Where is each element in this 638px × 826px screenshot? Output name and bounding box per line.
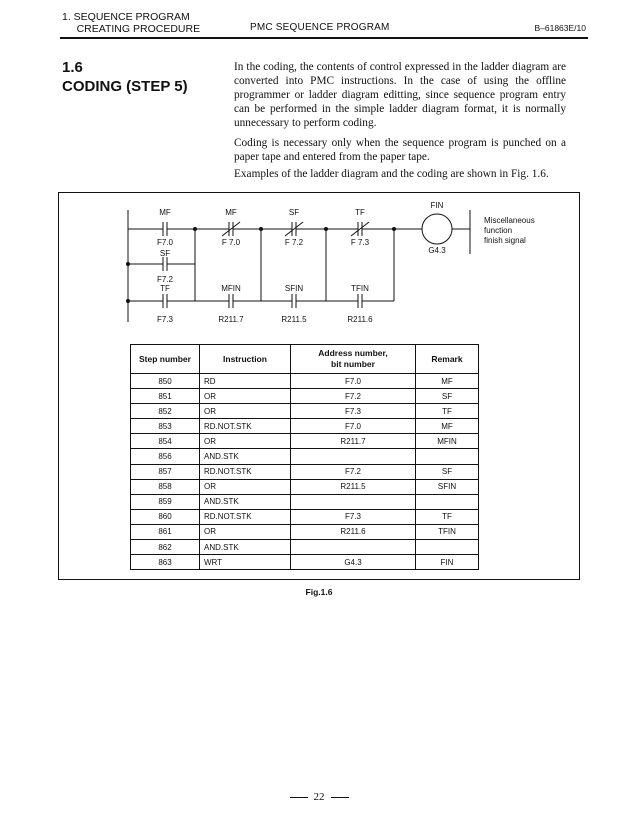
table-row [131, 434, 479, 449]
table-cell: OR [200, 479, 291, 494]
paragraph: Coding is necessary only when the sequence program is punched on a paper tape and entered from the paper tape. [234, 137, 566, 163]
table-cell: F7.2 [291, 389, 416, 404]
table-cell: 856 [131, 449, 200, 464]
header-rule [60, 37, 588, 39]
table-cell: WRT [200, 555, 291, 570]
table-row [131, 479, 479, 494]
table-cell: SF [416, 464, 479, 479]
table-cell: OR [200, 524, 291, 539]
paragraph: In the coding, the contents of control expressed in the ladder diagram are converted into PMC instructions. In the case of using the offline programmer or ladder diagram editting, since sequence program entry can be performed in the simple ladder diagram format, it is normally unnecessary to perform coding. [234, 61, 566, 129]
contact-address: R211.5 [281, 315, 307, 324]
table-cell: OR [200, 404, 291, 419]
section-number: 1.6 [62, 59, 83, 76]
contact-label: MF [225, 208, 237, 217]
table-cell: 860 [131, 509, 200, 524]
table-cell: F7.0 [291, 419, 416, 434]
table-cell: 854 [131, 434, 200, 449]
contact-label: MFIN [221, 284, 241, 293]
paragraph: Examples of the ladder diagram and the coding are shown in Fig. 1.6. [234, 168, 549, 180]
contact-address: F7.0 [156, 238, 174, 247]
table-row [131, 555, 479, 570]
table-cell: MF [416, 374, 479, 389]
table-cell: FIN [416, 555, 479, 570]
contact-address: F7.2 [156, 275, 174, 284]
table-cell: R211.6 [291, 524, 416, 539]
table-row [131, 404, 479, 419]
table-cell: RD [200, 374, 291, 389]
contact-label: TFIN [351, 284, 369, 293]
coil-note: Miscellaneous [484, 216, 535, 225]
table-cell: SFIN [416, 479, 479, 494]
table-cell: 863 [131, 555, 200, 570]
contact-label: TF [160, 284, 170, 293]
table-cell: F7.3 [291, 509, 416, 524]
contact-label: SF [159, 249, 171, 258]
table-row [131, 509, 479, 524]
column-header: Remark [416, 345, 479, 374]
table-cell: MF [416, 419, 479, 434]
chapter-line-1: 1. SEQUENCE PROGRAM [62, 11, 190, 23]
figure-caption: Fig.1.6 [305, 587, 333, 597]
document-code: B–61863E/10 [534, 23, 586, 33]
table-row [131, 419, 479, 434]
contact-address: R211.7 [218, 315, 244, 324]
coil-address: G4.3 [428, 246, 446, 255]
footer-dash [290, 797, 308, 798]
page-footer [0, 791, 638, 803]
table-cell: TF [416, 509, 479, 524]
coding-table [130, 344, 479, 570]
table-cell: 858 [131, 479, 200, 494]
contact-address: R211.6 [347, 315, 373, 324]
coil-note: finish signal [484, 236, 526, 245]
table-cell: 859 [131, 494, 200, 509]
table-cell: R211.7 [291, 434, 416, 449]
table-cell: 862 [131, 540, 200, 555]
footer-dash [331, 797, 349, 798]
table-row [131, 389, 479, 404]
table-cell: OR [200, 434, 291, 449]
ladder-diagram [58, 192, 578, 342]
table-cell: G4.3 [291, 555, 416, 570]
table-cell: AND.STK [200, 449, 291, 464]
table-cell: F7.0 [291, 374, 416, 389]
table-cell: R211.5 [291, 479, 416, 494]
table-row [131, 374, 479, 389]
table-cell: SF [416, 389, 479, 404]
contact-address: F 7.3 [350, 238, 370, 247]
table-header-row [131, 345, 479, 374]
table-cell: 852 [131, 404, 200, 419]
column-header: Address number, bit number [291, 345, 416, 374]
table-row [131, 464, 479, 479]
table-cell: OR [200, 389, 291, 404]
table-cell [416, 540, 479, 555]
table-cell: RD.NOT.STK [200, 419, 291, 434]
table-cell: 850 [131, 374, 200, 389]
table-cell: AND.STK [200, 540, 291, 555]
running-title: PMC SEQUENCE PROGRAM [250, 22, 390, 33]
table-cell: F7.3 [291, 404, 416, 419]
table-cell [416, 494, 479, 509]
table-cell [291, 494, 416, 509]
chapter-heading [62, 11, 200, 35]
table-cell: F7.2 [291, 464, 416, 479]
contact-label: SF [288, 208, 300, 217]
table-cell: 861 [131, 524, 200, 539]
column-header: Instruction [200, 345, 291, 374]
page-number: 22 [313, 791, 325, 803]
table-cell: TFIN [416, 524, 479, 539]
coil-note: function [484, 226, 513, 235]
table-cell: 853 [131, 419, 200, 434]
chapter-line-2: CREATING PROCEDURE [62, 23, 201, 35]
contact-label: TF [355, 208, 365, 217]
table-row [131, 449, 479, 464]
contact-address: F 7.2 [284, 238, 304, 247]
table-cell: MFIN [416, 434, 479, 449]
table-row [131, 494, 479, 509]
table-cell: AND.STK [200, 494, 291, 509]
contact-label: SFIN [284, 284, 304, 293]
contact-address: F7.3 [156, 315, 174, 324]
table-cell: RD.NOT.STK [200, 464, 291, 479]
table-cell [291, 449, 416, 464]
column-header: Step number [131, 345, 200, 374]
table-cell: RD.NOT.STK [200, 509, 291, 524]
section-title: CODING (STEP 5) [62, 78, 188, 95]
table-row [131, 540, 479, 555]
table-cell [416, 449, 479, 464]
contact-label: MF [159, 208, 171, 217]
table-cell: 851 [131, 389, 200, 404]
table-cell [291, 540, 416, 555]
contact-address: F 7.0 [221, 238, 241, 247]
table-cell: TF [416, 404, 479, 419]
table-cell: 857 [131, 464, 200, 479]
table-row [131, 524, 479, 539]
coil-label: FIN [430, 201, 444, 210]
